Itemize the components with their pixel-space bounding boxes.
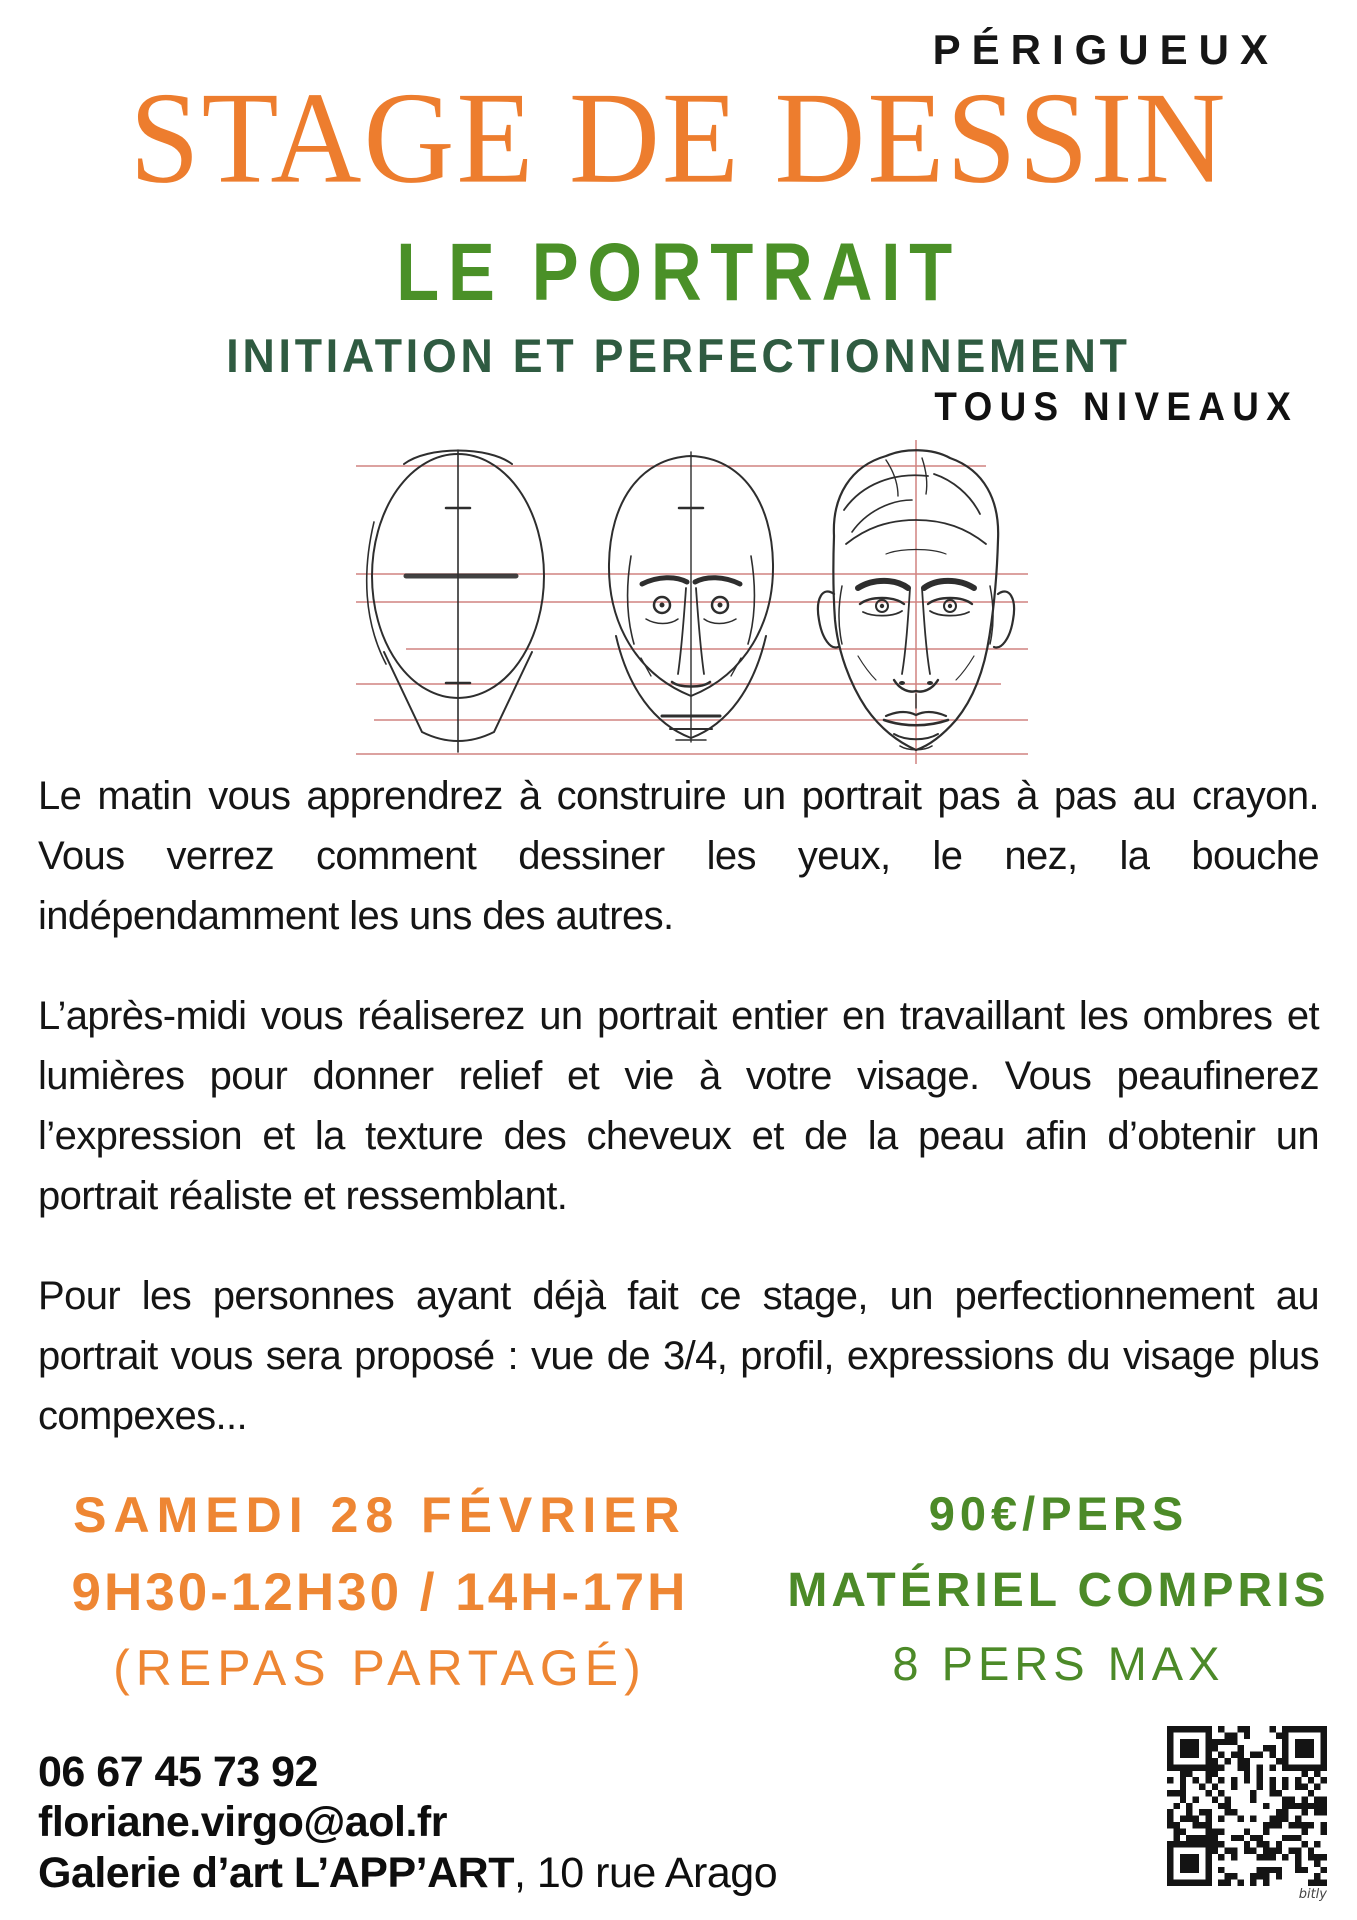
qr-code — [1167, 1726, 1327, 1902]
flyer-subject: LE PORTRAIT — [396, 227, 961, 318]
qr-provider-label: bitly — [1298, 1887, 1327, 1902]
contact-block — [38, 1747, 1357, 1898]
qr-code-image — [1167, 1726, 1327, 1886]
description-paragraph-1: Le matin vous apprendrez à construire un portrait pas à pas au crayon. Vous verrez comment dessiner les yeux, le nez, la bouche indépendamment les uns des autres. — [38, 774, 1319, 938]
schedule-block — [0, 1486, 760, 1697]
flyer-tagline: INITIATION ET PERFECTIONNEMENT — [226, 329, 1131, 382]
city-label: PÉRIGUEUX — [932, 26, 1279, 73]
meal-note: (REPAS PARTAGÉ) — [113, 1640, 647, 1696]
capacity-label: 8 PERS MAX — [892, 1637, 1225, 1690]
venue-address: , 10 rue Arago — [513, 1848, 778, 1897]
contact-email: floriane.virgo@aol.fr — [38, 1798, 447, 1847]
portrait-construction-sketch-image — [346, 436, 1036, 766]
contact-address — [38, 1848, 1357, 1898]
description-paragraph-2: L’après-midi vous réaliserez un portrait entier en travaillant les ombres et lumières pour donner relief et vie à votre visage. Vous peaufinerez l’expression et la texture des cheveux et de la peau afin d’obtenir un portrait réaliste et ressemblant. — [38, 994, 1319, 1218]
portrait-construction-figure — [346, 436, 1036, 766]
price-label: 90€/PERS — [928, 1487, 1189, 1540]
contact-phone: 06 67 45 73 92 — [38, 1748, 318, 1796]
venue-name: Galerie d’art L’APP’ART — [38, 1848, 514, 1897]
head-step-oval — [366, 450, 543, 752]
event-date: SAMEDI 28 FÉVRIER — [73, 1487, 687, 1543]
pricing-block — [760, 1486, 1357, 1697]
flyer-title: STAGE DE DESSIN — [129, 66, 1228, 211]
materials-label: MATÉRIEL COMPRIS — [787, 1564, 1330, 1617]
description-paragraph-3: Pour les personnes ayant déjà fait ce stage, un perfectionnement au portrait vous sera proposé : vue de 3/4, profil, expressions du visage plus compexes... — [38, 1274, 1319, 1438]
practical-info-row — [0, 1486, 1357, 1697]
event-hours: 9H30-12H30 / 14H-17H — [71, 1563, 689, 1622]
level-label: TOUS NIVEAUX — [934, 385, 1299, 429]
head-step-features — [608, 452, 772, 742]
description-section — [38, 766, 1319, 1446]
